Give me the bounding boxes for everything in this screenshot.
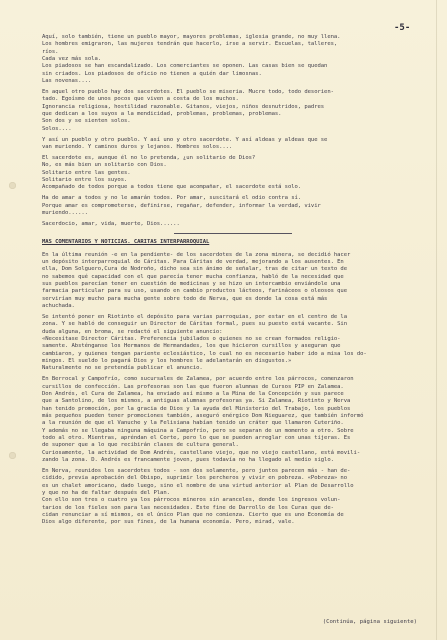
- text-line: tado. Egoísmo de unos pocos que viven a costa de los muchos.: [42, 96, 239, 103]
- text-line: Los hombres emigraron, las mujeres tendrán que hacerlo, irse a servir. Escuelas, talleres,: [42, 41, 338, 48]
- news-line: Se intentó poner en Riotinto el depósito para varias parroquias, por estar en el centro de la: [42, 313, 347, 320]
- news-line: que a Santolino, de los mismos, a antiguas alumnas profesoras ya. Si Zalamea, Riotinto y Nerva: [42, 398, 351, 405]
- text-line: Solos....: [42, 125, 72, 132]
- text-line: Los piadosos se han escandalizado. Los comerciantes se oponen. Las casas bien se quedan: [42, 63, 328, 70]
- text-line: Las novenas....: [42, 78, 92, 85]
- news-line: duda alguna, en broma, se redactó el siguiente anuncio:: [42, 328, 223, 335]
- binder-hole: [9, 182, 16, 189]
- continuation-note: (Continúa, página siguiente): [322, 619, 417, 625]
- news-line: sus pueblos parecían tener en cuestión de medicinas y se hizo un intercambio enviándole una: [42, 280, 341, 287]
- text-line: Cada vez más sola.: [42, 56, 102, 63]
- text-line: Acompañado de todos porque a todos tiene que acompañar, el sacerdote está solo.: [42, 184, 302, 191]
- paper-fold: [436, 0, 437, 640]
- news-line: y que no ha de faltar después del Plan.: [42, 489, 170, 496]
- text-line: En aquel otro pueblo hay dos sacerdotes. El pueblo se miseria. Mucre todo, todo desorien-: [42, 89, 334, 95]
- news-line: cambiaron, y quienes tengan pariente eclesiástico, lo cual no es necesario haber ido a misa los do-: [42, 350, 367, 357]
- news-line: tarios de los fieles son para las necesidades. Este fine de Darrollo de los Curas que de-: [42, 504, 334, 511]
- text-line: Aquí, solo también, tiene un pueblo mayor, mayores problemas, iglesia grande, no muy llena.: [42, 34, 341, 40]
- news-line: «Necesítase Director Cáritas. Preferencia jubilados o quienes no se crean formados religio-: [42, 335, 341, 342]
- news-line: Dios algo diferente, por sus fines, de la humana economía. Pero, mirad, vale.: [42, 519, 295, 526]
- binder-hole: [9, 452, 16, 459]
- page-number: -5-: [394, 23, 411, 33]
- text-line: Porque amar es comprometerse, definirse, regañar, defender, informar la verdad, vivir: [42, 202, 321, 209]
- news-line: de suponer que a lo que recibirán clases de cultura general.: [42, 442, 239, 449]
- news-line: a la reunión de que el Vanuche y la Felisiana habían tenido un cráter que llamaron Cuteriño.: [42, 420, 344, 427]
- news-line: zona. Y se habló de conseguir un Director de Cáritas formal, pues su puesto está vacante. Sin: [42, 321, 347, 328]
- news-line: Don Andrés, el Cura de Zalamea, ha enviado así mismo a la Mina de la Concepción y sus parece: [42, 390, 344, 397]
- document-body: [42, 34, 420, 530]
- text-line: que dedican a los suyos a la mendicidad, problemas, problemas, problemas.: [42, 111, 282, 118]
- text-line: Solitario entre las gentes.: [42, 169, 131, 176]
- news-line: servirían muy mucho para mucha gente sobre todo de Nerva, que es donde la cosa está más: [42, 295, 328, 302]
- news-line: Y además no se llegaba ninguna máquina a Campofrío, pero se separan de un momento a otro. Sobre: [42, 427, 354, 434]
- news-line: En la última reunión -e en la pendiente- de los sacerdotes de la zona minera, se decidió hacer: [42, 251, 351, 258]
- news-heading: MAS COMENTARIOS Y NOTICIAS. CARITAS INTERPARROQUIAL: [42, 239, 210, 245]
- news-line: zando la zona. D. Andrés es francamente joven, pues todavía no ha llegado al medio siglo.: [42, 457, 334, 463]
- text-line: ríos.: [42, 48, 59, 55]
- news-line: achuchada.: [42, 302, 75, 309]
- news-line: Curiosamente, la actividad de Dom Andrés, castellano viejo, que no viejo castellano, está movili-: [42, 449, 361, 456]
- news-line: Con ello son tres o cuatro ya los párrocos mineros sin aranceles, donde los ingresos volun-: [42, 497, 341, 504]
- news-line: cidido, previa aprobación del Obispo, suprimir los percheros y vivir en pobreza. «Pobreza» no: [42, 475, 347, 482]
- news-line: más pequeños pueden tener promociones también, aseguró enérgico Dom Nieguarez, que también informó: [42, 412, 364, 419]
- news-line: no sabemos qué capacidad con el que parecía tener mucha confianza, habló de la necesidad que: [42, 273, 344, 280]
- text-line: sin criados. Los piadosos de oficio no tienen a quién dar limosnas.: [42, 70, 262, 77]
- news-line: Naturalmente no se pretendía publicar el anuncio.: [42, 365, 203, 372]
- text-line: Solitario entre los suyos.: [42, 176, 128, 183]
- news-line: cursillos de confección. Las profesoras son las que fueron alumnas de Cursos PIP en Zalamea.: [42, 383, 344, 390]
- news-line: mingos. El sueldo lo pagará Dios y los hombres le adelantarán en disgustos.»: [42, 357, 292, 364]
- text-line: No, es más bien un solitario con Dios.: [42, 162, 167, 169]
- text-line: van muriendo. Y caminos duros y lejanos. Hombres solos....: [42, 144, 233, 150]
- news-line: ella, Dom Solguero,Cura de Nodroño, dicho sea sin ánimo de señalar, tras de citar un texto de: [42, 266, 347, 273]
- text-line: Ignorancia religiosa, hostilidad razonable. Gitanos, viejos, niños desnutridos, padres: [42, 103, 325, 110]
- text-line: Sacerdocio, amar, vida, muerte, Dios......: [42, 220, 180, 227]
- news-line: En Berrocal y Campofrío, como sucursales de Zalamea, por acuerdo entre los párrocos, comenzaron: [42, 376, 354, 383]
- news-line: samente. Absténganse los Hermanos de Hermandades, los que hicieron cursillos y aseguran que: [42, 343, 341, 350]
- paragraph-gap: [42, 527, 420, 531]
- news-line: un depósito interparroquial de Cáritas. Para Cáritas de verdad, mejorando a los ausentes. En: [42, 258, 344, 265]
- text-line: Ha de amar a todos y no le amarán todos. Por amar, suscitará el odio contra sí.: [42, 195, 302, 202]
- news-line: todo al otro. Mientras, apréndan el Corte, pero lo que se pueden arreglar con unas tijeras. Es: [42, 434, 351, 441]
- text-line: Son dos y se sienten solos.: [42, 118, 131, 125]
- news-line: En Nerva, reunidos los sacerdotes todos - son dos solamente, pero juntos parecen más - han de-: [42, 467, 351, 474]
- text-line: muriendo......: [42, 209, 88, 216]
- news-line: es un chalet amoricano, dado luego, sino el nombre de una virtud anterior al Plan de Desarrollo: [42, 482, 354, 489]
- text-line: Y así un pueblo y otro pueblo. Y así uno y otro sacerdote. Y así aldeas y aldeas que se: [42, 136, 328, 143]
- paragraph-gap: [42, 228, 420, 232]
- news-line: farmacia particular para su uso, usando en cambio productos lácteos, farináceos o oleosos que: [42, 288, 347, 295]
- news-line: cidan renunciar a sí mismos, es el único Plan que no comienza. Cierto que es uno Economía de: [42, 512, 344, 518]
- news-line: han tenido promoción, por la gracia de Dios y la ayuda del Ministerio del Trabajo, los pueblos: [42, 405, 351, 412]
- text-line: El sacerdote es, aunque él no lo pretenda, ¿un solitario de Dios?: [42, 154, 256, 161]
